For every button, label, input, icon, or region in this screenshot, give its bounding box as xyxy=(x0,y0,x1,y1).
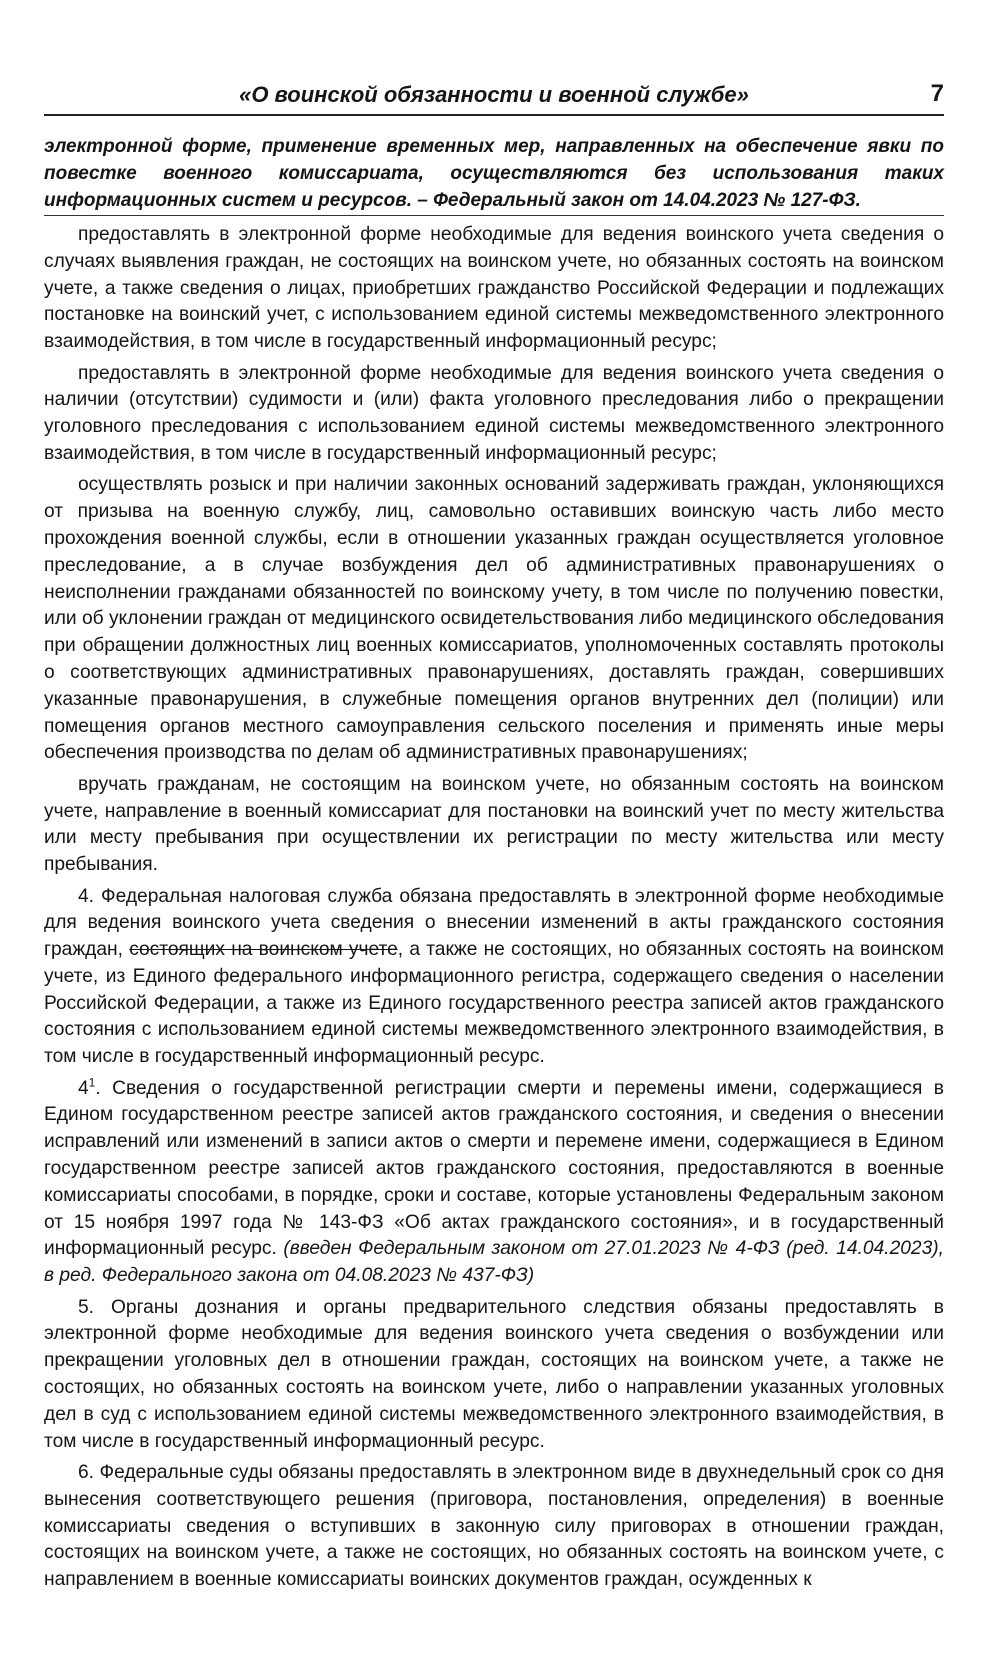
amendment-note: электронной форме, применение временных мер, направленных на обеспечение явки по повестке военного комиссариата, осуществляются без использования таких информационных систем и ресурсов. – Федеральный закон от 14.04.2023 № 127-ФЗ. xyxy=(44,136,944,211)
note-divider xyxy=(44,215,944,216)
paragraph-4-1-text: . Сведения о государственной регистрации смерти и перемены имени, содержащиеся в Едином государственном реестре записей актов гражданского состояния, и сведения о внесении исправлений или изменений в записи актов о смерти и перемене имени, содержащиеся в Едином государственном реестре записей актов гражданского состояния, предоставляются в военные комиссариаты способами, в порядке, сроки и составе, которые установлены Федеральным законом от 15 ноября 1997 года № 143-ФЗ «Об актах гражданского состояния», и в государственный информационный ресурс. xyxy=(44,1077,944,1260)
paragraph-number: 4 xyxy=(78,1077,89,1099)
paragraph-4-start: 4. Федеральная налоговая служба обязана предоставлять в электронной форме необходимые для ведения воинского учета сведения о внесении изменений в акты гражданского состояния граждан, xyxy=(44,885,944,961)
superscript: 1 xyxy=(88,1075,96,1090)
paragraph: осуществлять розыск и при наличии законных оснований задерживать граждан, уклоняющихся от призыва на военную службу, лиц, самовольно оставивших воинскую часть либо место прохождения военной службы, если в отношении указанных граждан осуществляется уголовное преследование, а в случае возбуждения дел об административных правонарушениях о неисполнении гражданами обязанностей по воинскому учету, в том числе по получению повестки, или об уклонении граждан от медицинского освидетельствования либо медицинского обследования при обращении должностных лиц военных комиссариатов, уполномоченных составлять протоколы о соответствующих административных правонарушениях, доставлять граждан, совершивших указанные правонарушения, в служебные помещения органов внутренних дел (полиции) или помещения органов местного самоуправления сельского поселения и применять иные меры обеспечения производства по делам об административных правонарушениях; xyxy=(44,474,944,764)
paragraph-6: 6. Федеральные суды обязаны предоставлять в электронном виде в двухнедельный срок со дня вынесения соответствующего решения (приговора, постановления, определения) в военные комиссариаты сведения о вступивших в законную силу приговорах в отношении граждан, состоящих на воинском учете, а также не состоящих, но обязанных состоять на воинском учете, с направлением в военные комиссариаты воинских документов граждан, осужденных к xyxy=(44,1462,944,1591)
paragraph-5: 5. Органы дознания и органы предварительного следствия обязаны предоставлять в электронной форме необходимые для ведения воинского учета сведения о возбуждении или прекращении уголовных дел в отношении граждан, состоящих на воинском учете, а также не состоящих, но обязанных состоять на воинском учете, либо о направлении указанных уголовных дел в суд с использованием единой системы межведомственного электронного взаимодействия, в том числе в государственный информационный ресурс. xyxy=(44,1296,944,1452)
body-text xyxy=(44,222,944,1599)
page-number: 7 xyxy=(930,80,944,107)
struck-text: состоящих на воинском учете xyxy=(129,939,398,961)
paragraph: предоставлять в электронной форме необходимые для ведения воинского учета сведения о наличии (отсутствии) судимости и (или) факта уголовного преследования либо о прекращении уголовного преследования с использованием единой системы межведомственного электронного взаимодействия, в том числе в государственный информационный ресурс; xyxy=(44,362,944,464)
paragraph: предоставлять в электронной форме необходимые для ведения воинского учета сведения о случаях выявления граждан, не состоящих на воинском учете, но обязанных состоять на воинском учете, а также сведения о лицах, приобретших гражданство Российской Федерации и подлежащих постановке на воинский учет, с использованием единой системы межведомственного электронного взаимодействия, в том числе в государственный информационный ресурс; xyxy=(44,224,944,353)
running-title: «О воинской обязанности и военной службе» xyxy=(239,82,749,107)
paragraph-4-1 xyxy=(44,1076,944,1290)
running-header xyxy=(44,80,944,116)
amendment-reference: (введен Федеральным законом от 27.01.2023 № 4-ФЗ (ред. 14.04.2023), в ред. Федерального закона от 04.08.2023 № 437-ФЗ) xyxy=(44,1238,944,1287)
paragraph-4 xyxy=(44,884,944,1072)
paragraph-4-rest: , а также не состоящих, но обязанных состоять на воинском учете, из Единого федерального информационного регистра, содержащего сведения о населении Российской Федерации, а также из Единого государственного реестра записей актов гражданского состояния с использованием единой системы межведомственного электронного взаимодействия, в том числе в государственный информационный ресурс. xyxy=(44,939,944,1068)
paragraph: вручать гражданам, не состоящим на воинском учете, но обязанным состоять на воинском учете, направление в военный комиссариат для постановки на воинский учет по месту жительства или месту пребывания при осуществлении их регистрации по месту жительства или месту пребывания. xyxy=(44,773,944,876)
